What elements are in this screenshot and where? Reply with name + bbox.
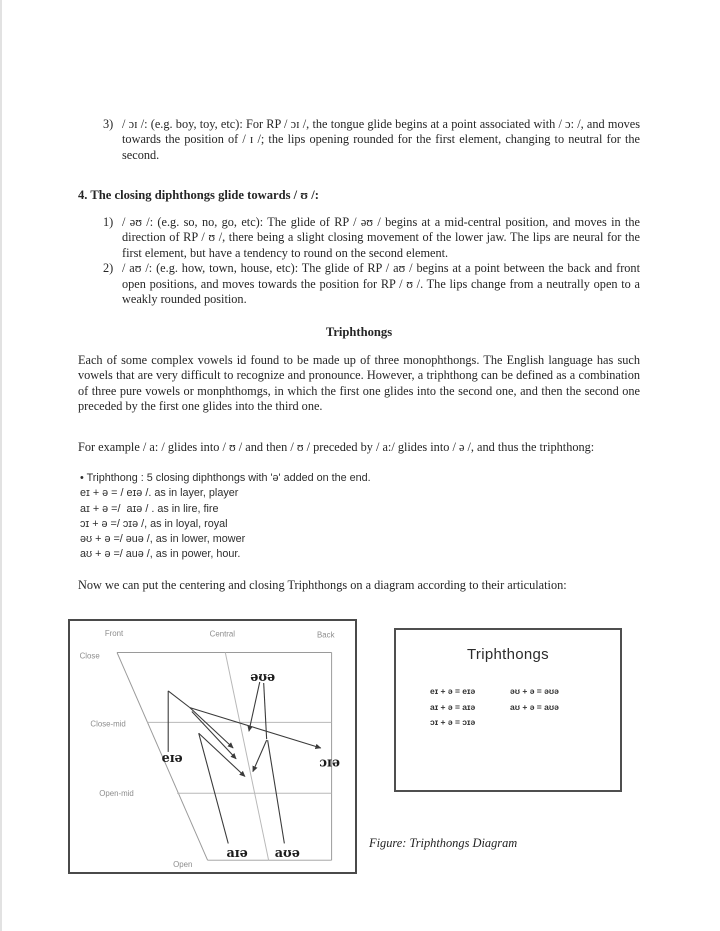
- triphthongs-panel: [394, 628, 622, 792]
- panel-title: Triphthongs: [467, 646, 549, 663]
- panel-formula: aʊ + ə = aʊə: [510, 701, 559, 712]
- formula-line: əʊ + ə =/ əuə /, as in lower, mower: [80, 533, 246, 546]
- list-item-1: [103, 215, 640, 261]
- vowel-label-aia: aɪə: [226, 846, 248, 862]
- open-mid-label: Open-mid: [99, 789, 134, 799]
- diagram-intro-paragraph: Now we can put the centering and closing Triphthongs on a diagram according to their articulation:: [78, 578, 567, 592]
- formula-line: eɪ + ə = / eɪə /. as in layer, player: [80, 487, 239, 500]
- vowel-label-eua: əʊə: [250, 670, 276, 686]
- example-paragraph: For example / a: / glides into / ʊ / and then / ʊ / preceded by / a:/ glides into / ə /, and thus the triphthong:: [78, 440, 595, 454]
- glide-arrows: [168, 682, 321, 843]
- open-label: Open: [173, 860, 193, 870]
- vowel-label-eia: eɪə: [161, 750, 183, 766]
- list-item-2-text: / aʊ /: (e.g. how, town, house, etc): The glide of RP / aʊ / begins at a point between the back and front open positions, and moves towards the position for RP / ʊ /. The lips change from a neutrally open to a weakly rounded position.: [122, 261, 640, 307]
- formula-line: ɔɪ + ə =/ ɔɪə /, as in loyal, royal: [80, 517, 228, 530]
- figure-caption: Figure: Triphthongs Diagram: [369, 836, 518, 850]
- axis-labels: [80, 629, 335, 869]
- panel-formula: ɔɪ + ə = ɔɪə: [430, 717, 476, 727]
- vowel-label-oia: ɔɪə: [319, 755, 341, 771]
- formula-line: aɪ + ə =/ aɪə / . as in lire, fire: [80, 502, 219, 515]
- panel-right-formulas: [510, 684, 559, 715]
- close-label: Close: [79, 651, 100, 661]
- triphthong-formula-list: [80, 471, 371, 563]
- back-label: Back: [317, 630, 335, 640]
- section-heading-4: 4. The closing diphthongs glide towards / ʊ /:: [78, 188, 319, 202]
- vowel-diagram-box: [68, 619, 357, 874]
- list-item-3: [103, 117, 640, 163]
- central-label: Central: [209, 629, 236, 639]
- vowel-trapezoid-diagram: [70, 621, 355, 872]
- formula-line: aʊ + ə =/ auə /, as in power, hour.: [80, 548, 241, 561]
- panel-left-formulas: [430, 684, 475, 731]
- vowel-labels: [162, 670, 340, 861]
- list-marker: 2): [103, 261, 114, 276]
- list-marker: 3): [103, 117, 114, 131]
- triphthongs-paragraph: Each of some complex vowels id found to be made up of three monophthongs. The English language has such vowels that are very difficult to recognize and pronounce. However, a triphthong can be defined as a combination of three pure vowels or monphthomgs, in which the first one glides into the second one, and then the second one preceded by the first one glides into the third one.: [78, 353, 640, 414]
- panel-formula: əʊ + ə = əʊə: [510, 686, 559, 696]
- list-item-1-text: / əʊ /: (e.g. so, no, go, etc): The glide of RP / əʊ / begins at a mid-central position, and moves in the direction of RP / ʊ /, there being a slight closing movement of the lower jaw. The lips are neural for the first element, but have a tendency to round on the second element.: [122, 215, 640, 260]
- scan-edge: [0, 0, 2, 931]
- front-label: Front: [104, 628, 124, 638]
- list-item-3-text: / ɔɪ /: (e.g. boy, toy, etc): For RP / ɔɪ /, the tongue glide begins at a point associated with / ɔ: /, and moves towards the position of / ɪ /; the lips opening rounded for the first element, changing to neutral for the second.: [122, 117, 640, 162]
- panel-formula: eɪ + ə = eɪə: [430, 686, 476, 696]
- panel-formula: aɪ + ə = aɪə: [430, 701, 476, 712]
- list-item-2: [103, 261, 640, 307]
- close-mid-label: Close-mid: [90, 719, 126, 729]
- closing-diphthong-list: [103, 215, 640, 307]
- formula-line: • Triphthong : 5 closing diphthongs with 'ə' added on the end.: [80, 472, 371, 484]
- triphthongs-heading: Triphthongs: [325, 325, 393, 339]
- list-marker: 1): [103, 215, 114, 229]
- vowel-label-aua: aʊə: [274, 846, 300, 862]
